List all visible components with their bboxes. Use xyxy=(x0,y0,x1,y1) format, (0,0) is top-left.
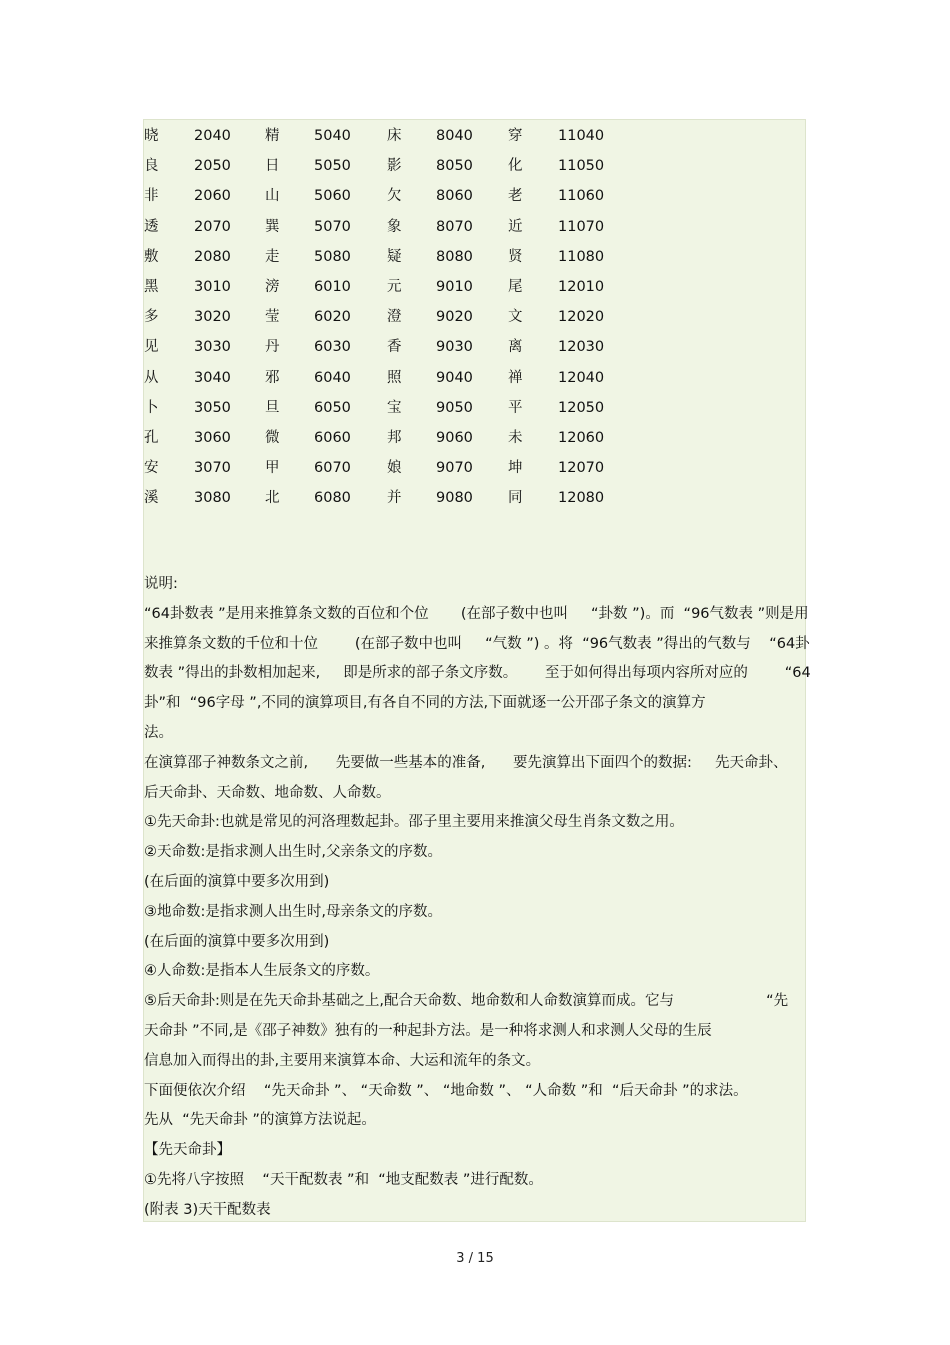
text-line: “64卦数表 ”是用来推算条文数的百位和个位 (在部子数中也叫 “卦数 ”)。而 “96气数表 ”则是用 xyxy=(144,605,809,622)
table-row xyxy=(144,428,807,458)
text-line: ⑤后天命卦:则是在先天命卦基础之上,配合天命数、地命数和人命数演算而成。它与 “先 xyxy=(144,993,789,1010)
text-line: ③地命数:是指求测人出生时,母亲条文的序数。 xyxy=(144,903,442,920)
table-char-cell: 良 xyxy=(144,158,159,175)
text-line: 数表 ”得出的卦数相加起来, 即是所求的部子条文序数。 至于如何得出每项内容所对应的 “64 xyxy=(144,665,811,682)
table-char-cell: 平 xyxy=(508,399,523,416)
text-line: (在后面的演算中要多次用到) xyxy=(144,933,330,950)
table-number-cell: 9040 xyxy=(436,369,473,386)
text-line: (附表 3)天干配数表 xyxy=(144,1201,271,1218)
table-number-cell: 12030 xyxy=(558,339,605,356)
table-number-cell: 3010 xyxy=(194,278,231,295)
table-number-cell: 5080 xyxy=(314,248,351,265)
table-char-cell: 日 xyxy=(265,158,280,175)
table-number-cell: 6040 xyxy=(314,369,351,386)
table-number-cell: 11060 xyxy=(558,188,605,205)
table-number-cell: 9030 xyxy=(436,339,473,356)
table-number-cell: 5060 xyxy=(314,188,351,205)
table-number-cell: 6070 xyxy=(314,460,351,477)
table-char-cell: 化 xyxy=(508,158,523,175)
table-number-cell: 3020 xyxy=(194,309,231,326)
table-char-cell: 黑 xyxy=(144,278,159,295)
table-char-cell: 晓 xyxy=(144,128,159,144)
table-char-cell: 欠 xyxy=(387,188,402,205)
table-row xyxy=(144,186,807,216)
table-char-cell: 旦 xyxy=(265,399,280,416)
table-char-cell: 元 xyxy=(387,278,402,295)
table-char-cell: 坤 xyxy=(508,460,523,477)
table-number-cell: 6080 xyxy=(314,490,351,507)
table-row xyxy=(144,307,807,337)
table-char-cell: 床 xyxy=(387,128,402,144)
table-number-cell: 5040 xyxy=(314,128,351,144)
table-char-cell: 照 xyxy=(387,369,402,386)
table-char-cell: 禅 xyxy=(508,369,523,386)
table-row xyxy=(144,337,807,367)
table-number-cell: 9070 xyxy=(436,460,473,477)
page-number: 3 / 15 xyxy=(456,1251,494,1266)
table-row xyxy=(144,368,807,398)
table-number-cell: 5050 xyxy=(314,158,351,175)
text-line: 说明: xyxy=(144,576,178,592)
table-row xyxy=(144,458,807,488)
table-char-cell: 走 xyxy=(265,248,280,265)
table-char-cell: 老 xyxy=(508,188,523,205)
table-row xyxy=(144,156,807,186)
table-char-cell: 娘 xyxy=(387,460,402,477)
table-number-cell: 6050 xyxy=(314,399,351,416)
table-char-cell: 尾 xyxy=(508,278,523,295)
text-line: ④人命数:是指本人生辰条文的序数。 xyxy=(144,963,380,980)
table-number-cell: 9020 xyxy=(436,309,473,326)
table-char-cell: 未 xyxy=(508,429,523,446)
table-char-cell: 贤 xyxy=(508,248,523,265)
table-number-cell: 9060 xyxy=(436,429,473,446)
table-row xyxy=(144,217,807,247)
table-number-cell: 8060 xyxy=(436,188,473,205)
table-number-cell: 12050 xyxy=(558,399,605,416)
table-number-cell: 12060 xyxy=(558,429,605,446)
table-char-cell: 邦 xyxy=(387,429,402,446)
table-number-cell: 11040 xyxy=(558,128,605,144)
table-number-cell: 3080 xyxy=(194,490,231,507)
table-number-cell: 6010 xyxy=(314,278,351,295)
table-number-cell: 8080 xyxy=(436,248,473,265)
table-number-cell: 6020 xyxy=(314,309,351,326)
table-row xyxy=(144,277,807,307)
table-char-cell: 溪 xyxy=(144,490,159,507)
content-panel xyxy=(143,119,811,1222)
table-char-cell: 邪 xyxy=(265,369,280,386)
table-row xyxy=(144,126,807,156)
table-number-cell: 2040 xyxy=(194,128,231,144)
table-char-cell: 甲 xyxy=(265,460,280,477)
table-number-cell: 12040 xyxy=(558,369,605,386)
table-char-cell: 并 xyxy=(387,490,402,507)
text-line: ①先将八字按照 “天干配数表 ”和 “地支配数表 ”进行配数。 xyxy=(144,1171,543,1188)
table-char-cell: 孔 xyxy=(144,429,159,446)
table-char-cell: 离 xyxy=(508,339,523,356)
text-line: 卦”和 “96字母 ”,不同的演算项目,有各自不同的方法,下面就逐一公开邵子条文的演算方 xyxy=(144,695,706,712)
number-table xyxy=(144,126,807,518)
table-number-cell: 2080 xyxy=(194,248,231,265)
text-line: 先从 “先天命卦 ”的演算方法说起。 xyxy=(144,1112,376,1129)
text-line: ①先天命卦:也就是常见的河洛理数起卦。邵子里主要用来推演父母生肖条文数之用。 xyxy=(144,814,684,831)
table-number-cell: 3030 xyxy=(194,339,231,356)
table-char-cell: 象 xyxy=(387,218,402,235)
text-line: 在演算邵子神数条文之前, 先要做一些基本的准备, 要先演算出下面四个的数据: 先天命卦、 xyxy=(144,754,788,771)
table-char-cell: 安 xyxy=(144,460,159,477)
table-char-cell: 澄 xyxy=(387,309,402,326)
table-char-cell: 穿 xyxy=(508,128,523,144)
text-line: 来推算条文数的千位和十位 (在部子数中也叫 “气数 ”) 。将 “96气数表 ”得出的气数与 “64卦 xyxy=(144,635,810,652)
table-number-cell: 12080 xyxy=(558,490,605,507)
table-row xyxy=(144,398,807,428)
table-number-cell: 9080 xyxy=(436,490,473,507)
table-number-cell: 11070 xyxy=(558,218,605,235)
text-line: (在后面的演算中要多次用到) xyxy=(144,873,330,890)
table-row xyxy=(144,247,807,277)
table-char-cell: 非 xyxy=(144,188,159,205)
explanation-text xyxy=(144,574,811,1230)
table-row xyxy=(144,488,807,518)
table-char-cell: 滂 xyxy=(265,278,280,295)
text-line: 法。 xyxy=(144,724,173,741)
text-line: 后天命卦、天命数、地命数、人命数。 xyxy=(144,784,391,801)
table-char-cell: 北 xyxy=(265,490,280,507)
table-number-cell: 6030 xyxy=(314,339,351,356)
table-char-cell: 疑 xyxy=(387,248,402,265)
text-line: 天命卦 ”不同,是《邵子神数》独有的一种起卦方法。是一种将求测人和求测人父母的生辰 xyxy=(144,1022,712,1039)
table-char-cell: 同 xyxy=(508,490,523,507)
table-char-cell: 丹 xyxy=(265,339,280,356)
table-number-cell: 11080 xyxy=(558,248,605,265)
table-number-cell: 12020 xyxy=(558,309,605,326)
text-line: 【先天命卦】 xyxy=(144,1142,231,1159)
table-char-cell: 微 xyxy=(265,429,280,446)
table-char-cell: 敷 xyxy=(144,248,159,265)
table-number-cell: 2060 xyxy=(194,188,231,205)
table-number-cell: 3060 xyxy=(194,429,231,446)
text-line: ②天命数:是指求测人出生时,父亲条文的序数。 xyxy=(144,844,442,861)
table-number-cell: 9010 xyxy=(436,278,473,295)
table-char-cell: 宝 xyxy=(387,399,402,416)
table-char-cell: 莹 xyxy=(265,309,280,326)
table-number-cell: 5070 xyxy=(314,218,351,235)
table-number-cell: 3050 xyxy=(194,399,231,416)
table-char-cell: 从 xyxy=(144,369,159,386)
table-char-cell: 透 xyxy=(144,218,159,235)
table-char-cell: 文 xyxy=(508,309,523,326)
table-number-cell: 8040 xyxy=(436,128,473,144)
table-number-cell: 6060 xyxy=(314,429,351,446)
table-number-cell: 3070 xyxy=(194,460,231,477)
table-char-cell: 影 xyxy=(387,158,402,175)
table-number-cell: 9050 xyxy=(436,399,473,416)
table-char-cell: 巽 xyxy=(265,218,280,235)
table-number-cell: 2050 xyxy=(194,158,231,175)
table-char-cell: 卜 xyxy=(144,399,159,416)
table-number-cell: 8050 xyxy=(436,158,473,175)
table-char-cell: 香 xyxy=(387,339,402,356)
table-char-cell: 山 xyxy=(265,188,280,205)
table-number-cell: 11050 xyxy=(558,158,605,175)
table-number-cell: 8070 xyxy=(436,218,473,235)
table-char-cell: 近 xyxy=(508,218,523,235)
table-number-cell: 2070 xyxy=(194,218,231,235)
text-line: 信息加入而得出的卦,主要用来演算本命、大运和流年的条文。 xyxy=(144,1052,541,1069)
table-char-cell: 见 xyxy=(144,339,159,356)
table-char-cell: 精 xyxy=(265,128,280,144)
table-number-cell: 12070 xyxy=(558,460,605,477)
table-number-cell: 12010 xyxy=(558,278,605,295)
table-char-cell: 多 xyxy=(144,309,159,326)
table-number-cell: 3040 xyxy=(194,369,231,386)
text-line: 下面便依次介绍 “先天命卦 ”、 “天命数 ”、 “地命数 ”、 “人命数 ”和 “后天命卦 ”的求法。 xyxy=(144,1082,748,1099)
